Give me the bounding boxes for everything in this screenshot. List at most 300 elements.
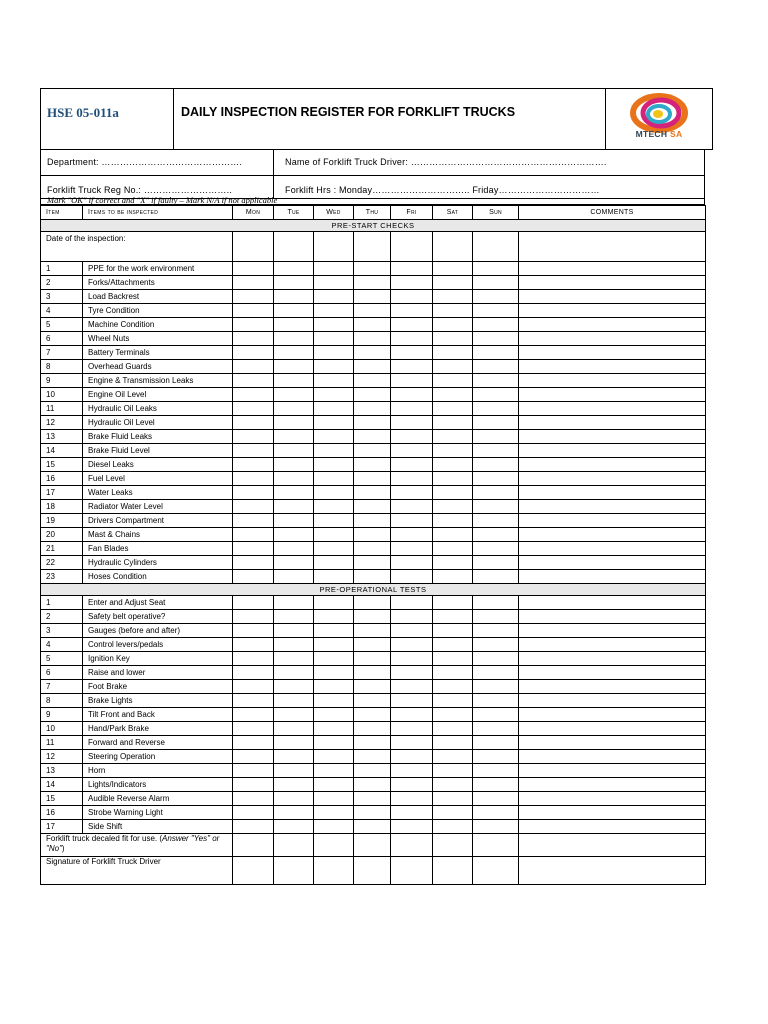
check-cell-sat[interactable] (433, 708, 473, 722)
check-cell-mon[interactable] (233, 666, 274, 680)
check-cell-sun[interactable] (473, 500, 519, 514)
check-cell-thu[interactable] (354, 346, 391, 360)
check-cell-comments[interactable] (519, 820, 706, 834)
check-cell-comments[interactable] (519, 792, 706, 806)
check-cell-mon[interactable] (233, 778, 274, 792)
check-cell-tue[interactable] (274, 416, 314, 430)
date-cell-fri[interactable] (391, 232, 433, 262)
check-cell-mon[interactable] (233, 736, 274, 750)
check-cell-wed[interactable] (314, 750, 354, 764)
check-cell-thu[interactable] (354, 486, 391, 500)
check-cell-sat[interactable] (433, 528, 473, 542)
department-field[interactable]: Department: ………………………………………. (41, 150, 274, 175)
check-cell-wed[interactable] (314, 346, 354, 360)
check-cell-sun[interactable] (473, 750, 519, 764)
check-cell-mon[interactable] (233, 388, 274, 402)
fit-cell-sat[interactable] (433, 834, 473, 857)
check-cell-wed[interactable] (314, 694, 354, 708)
check-cell-comments[interactable] (519, 486, 706, 500)
check-cell-tue[interactable] (274, 402, 314, 416)
check-cell-thu[interactable] (354, 262, 391, 276)
check-cell-thu[interactable] (354, 388, 391, 402)
check-cell-thu[interactable] (354, 500, 391, 514)
check-cell-comments[interactable] (519, 472, 706, 486)
check-cell-comments[interactable] (519, 528, 706, 542)
check-cell-sat[interactable] (433, 556, 473, 570)
check-cell-tue[interactable] (274, 610, 314, 624)
check-cell-comments[interactable] (519, 374, 706, 388)
check-cell-wed[interactable] (314, 444, 354, 458)
check-cell-comments[interactable] (519, 304, 706, 318)
check-cell-mon[interactable] (233, 764, 274, 778)
date-cell-sat[interactable] (433, 232, 473, 262)
check-cell-sat[interactable] (433, 276, 473, 290)
check-cell-tue[interactable] (274, 722, 314, 736)
check-cell-sun[interactable] (473, 666, 519, 680)
check-cell-mon[interactable] (233, 402, 274, 416)
check-cell-sun[interactable] (473, 402, 519, 416)
check-cell-sun[interactable] (473, 708, 519, 722)
check-cell-tue[interactable] (274, 360, 314, 374)
check-cell-thu[interactable] (354, 276, 391, 290)
check-cell-sun[interactable] (473, 430, 519, 444)
check-cell-tue[interactable] (274, 736, 314, 750)
check-cell-fri[interactable] (391, 332, 433, 346)
check-cell-thu[interactable] (354, 318, 391, 332)
check-cell-mon[interactable] (233, 820, 274, 834)
check-cell-wed[interactable] (314, 318, 354, 332)
check-cell-sat[interactable] (433, 458, 473, 472)
check-cell-fri[interactable] (391, 402, 433, 416)
check-cell-comments[interactable] (519, 332, 706, 346)
check-cell-fri[interactable] (391, 792, 433, 806)
check-cell-sat[interactable] (433, 388, 473, 402)
check-cell-tue[interactable] (274, 444, 314, 458)
check-cell-wed[interactable] (314, 500, 354, 514)
check-cell-tue[interactable] (274, 680, 314, 694)
check-cell-mon[interactable] (233, 262, 274, 276)
check-cell-tue[interactable] (274, 556, 314, 570)
check-cell-tue[interactable] (274, 708, 314, 722)
check-cell-tue[interactable] (274, 430, 314, 444)
check-cell-tue[interactable] (274, 652, 314, 666)
check-cell-fri[interactable] (391, 528, 433, 542)
check-cell-wed[interactable] (314, 402, 354, 416)
check-cell-fri[interactable] (391, 276, 433, 290)
check-cell-wed[interactable] (314, 570, 354, 584)
check-cell-wed[interactable] (314, 290, 354, 304)
check-cell-tue[interactable] (274, 764, 314, 778)
check-cell-fri[interactable] (391, 638, 433, 652)
check-cell-mon[interactable] (233, 652, 274, 666)
check-cell-wed[interactable] (314, 486, 354, 500)
check-cell-sat[interactable] (433, 486, 473, 500)
check-cell-mon[interactable] (233, 430, 274, 444)
check-cell-comments[interactable] (519, 596, 706, 610)
check-cell-mon[interactable] (233, 346, 274, 360)
check-cell-thu[interactable] (354, 472, 391, 486)
check-cell-mon[interactable] (233, 792, 274, 806)
check-cell-comments[interactable] (519, 694, 706, 708)
check-cell-tue[interactable] (274, 624, 314, 638)
check-cell-fri[interactable] (391, 694, 433, 708)
date-cell-mon[interactable] (233, 232, 274, 262)
check-cell-tue[interactable] (274, 806, 314, 820)
check-cell-thu[interactable] (354, 570, 391, 584)
signature-cell-mon[interactable] (233, 857, 274, 885)
check-cell-sat[interactable] (433, 806, 473, 820)
check-cell-comments[interactable] (519, 638, 706, 652)
check-cell-mon[interactable] (233, 290, 274, 304)
reg-no-field[interactable]: Forklift Truck Reg No.: ……………………….. (41, 175, 274, 198)
check-cell-mon[interactable] (233, 638, 274, 652)
check-cell-mon[interactable] (233, 472, 274, 486)
check-cell-comments[interactable] (519, 542, 706, 556)
check-cell-wed[interactable] (314, 778, 354, 792)
check-cell-comments[interactable] (519, 556, 706, 570)
check-cell-sun[interactable] (473, 472, 519, 486)
date-cell-thu[interactable] (354, 232, 391, 262)
check-cell-sat[interactable] (433, 542, 473, 556)
check-cell-mon[interactable] (233, 722, 274, 736)
check-cell-fri[interactable] (391, 262, 433, 276)
check-cell-comments[interactable] (519, 262, 706, 276)
check-cell-tue[interactable] (274, 374, 314, 388)
check-cell-thu[interactable] (354, 694, 391, 708)
check-cell-fri[interactable] (391, 514, 433, 528)
check-cell-sun[interactable] (473, 792, 519, 806)
check-cell-tue[interactable] (274, 388, 314, 402)
check-cell-fri[interactable] (391, 556, 433, 570)
check-cell-tue[interactable] (274, 750, 314, 764)
check-cell-fri[interactable] (391, 666, 433, 680)
check-cell-fri[interactable] (391, 542, 433, 556)
check-cell-sat[interactable] (433, 402, 473, 416)
check-cell-wed[interactable] (314, 722, 354, 736)
check-cell-sun[interactable] (473, 458, 519, 472)
check-cell-sat[interactable] (433, 792, 473, 806)
check-cell-wed[interactable] (314, 472, 354, 486)
check-cell-tue[interactable] (274, 638, 314, 652)
check-cell-comments[interactable] (519, 360, 706, 374)
check-cell-fri[interactable] (391, 346, 433, 360)
check-cell-comments[interactable] (519, 416, 706, 430)
date-cell-tue[interactable] (274, 232, 314, 262)
check-cell-comments[interactable] (519, 764, 706, 778)
check-cell-wed[interactable] (314, 332, 354, 346)
check-cell-thu[interactable] (354, 402, 391, 416)
check-cell-thu[interactable] (354, 638, 391, 652)
check-cell-tue[interactable] (274, 458, 314, 472)
check-cell-wed[interactable] (314, 820, 354, 834)
check-cell-mon[interactable] (233, 596, 274, 610)
check-cell-comments[interactable] (519, 624, 706, 638)
check-cell-thu[interactable] (354, 444, 391, 458)
check-cell-sat[interactable] (433, 416, 473, 430)
hours-field[interactable]: Forklift Hrs : Monday………………………….. Friday…………………………… (285, 185, 600, 195)
check-cell-sat[interactable] (433, 570, 473, 584)
check-cell-sun[interactable] (473, 346, 519, 360)
check-cell-sun[interactable] (473, 444, 519, 458)
check-cell-sat[interactable] (433, 736, 473, 750)
check-cell-sat[interactable] (433, 514, 473, 528)
check-cell-fri[interactable] (391, 388, 433, 402)
check-cell-sat[interactable] (433, 638, 473, 652)
check-cell-thu[interactable] (354, 332, 391, 346)
check-cell-fri[interactable] (391, 360, 433, 374)
check-cell-fri[interactable] (391, 708, 433, 722)
check-cell-mon[interactable] (233, 570, 274, 584)
check-cell-wed[interactable] (314, 542, 354, 556)
check-cell-comments[interactable] (519, 652, 706, 666)
check-cell-sun[interactable] (473, 514, 519, 528)
check-cell-comments[interactable] (519, 736, 706, 750)
check-cell-sat[interactable] (433, 290, 473, 304)
check-cell-fri[interactable] (391, 430, 433, 444)
check-cell-sat[interactable] (433, 430, 473, 444)
check-cell-sun[interactable] (473, 806, 519, 820)
check-cell-sun[interactable] (473, 570, 519, 584)
date-cell-sun[interactable] (473, 232, 519, 262)
check-cell-sun[interactable] (473, 722, 519, 736)
check-cell-mon[interactable] (233, 708, 274, 722)
check-cell-thu[interactable] (354, 764, 391, 778)
check-cell-sat[interactable] (433, 472, 473, 486)
check-cell-thu[interactable] (354, 778, 391, 792)
check-cell-sun[interactable] (473, 764, 519, 778)
check-cell-sun[interactable] (473, 596, 519, 610)
check-cell-tue[interactable] (274, 472, 314, 486)
check-cell-sat[interactable] (433, 750, 473, 764)
check-cell-thu[interactable] (354, 304, 391, 318)
check-cell-fri[interactable] (391, 374, 433, 388)
check-cell-fri[interactable] (391, 290, 433, 304)
check-cell-sat[interactable] (433, 304, 473, 318)
check-cell-thu[interactable] (354, 736, 391, 750)
check-cell-tue[interactable] (274, 596, 314, 610)
check-cell-comments[interactable] (519, 290, 706, 304)
check-cell-fri[interactable] (391, 570, 433, 584)
check-cell-tue[interactable] (274, 290, 314, 304)
check-cell-sat[interactable] (433, 694, 473, 708)
check-cell-sat[interactable] (433, 332, 473, 346)
check-cell-fri[interactable] (391, 472, 433, 486)
check-cell-wed[interactable] (314, 610, 354, 624)
check-cell-sat[interactable] (433, 360, 473, 374)
check-cell-thu[interactable] (354, 556, 391, 570)
check-cell-sat[interactable] (433, 262, 473, 276)
check-cell-sun[interactable] (473, 332, 519, 346)
check-cell-mon[interactable] (233, 304, 274, 318)
check-cell-tue[interactable] (274, 570, 314, 584)
check-cell-wed[interactable] (314, 514, 354, 528)
check-cell-fri[interactable] (391, 750, 433, 764)
check-cell-sat[interactable] (433, 778, 473, 792)
check-cell-wed[interactable] (314, 792, 354, 806)
check-cell-sat[interactable] (433, 318, 473, 332)
check-cell-sun[interactable] (473, 694, 519, 708)
check-cell-thu[interactable] (354, 458, 391, 472)
check-cell-mon[interactable] (233, 624, 274, 638)
check-cell-comments[interactable] (519, 610, 706, 624)
check-cell-mon[interactable] (233, 806, 274, 820)
check-cell-fri[interactable] (391, 736, 433, 750)
check-cell-tue[interactable] (274, 514, 314, 528)
check-cell-comments[interactable] (519, 276, 706, 290)
check-cell-fri[interactable] (391, 806, 433, 820)
check-cell-sun[interactable] (473, 374, 519, 388)
check-cell-sat[interactable] (433, 374, 473, 388)
fit-cell-mon[interactable] (233, 834, 274, 857)
check-cell-mon[interactable] (233, 750, 274, 764)
check-cell-thu[interactable] (354, 542, 391, 556)
fit-cell-sun[interactable] (473, 834, 519, 857)
check-cell-thu[interactable] (354, 596, 391, 610)
check-cell-mon[interactable] (233, 416, 274, 430)
check-cell-fri[interactable] (391, 486, 433, 500)
check-cell-mon[interactable] (233, 444, 274, 458)
driver-name-field[interactable]: Name of Forklift Truck Driver: ………………………………………………………. (285, 157, 607, 167)
check-cell-thu[interactable] (354, 624, 391, 638)
check-cell-thu[interactable] (354, 360, 391, 374)
check-cell-wed[interactable] (314, 666, 354, 680)
check-cell-fri[interactable] (391, 500, 433, 514)
check-cell-sat[interactable] (433, 820, 473, 834)
check-cell-sat[interactable] (433, 624, 473, 638)
check-cell-tue[interactable] (274, 820, 314, 834)
check-cell-sun[interactable] (473, 556, 519, 570)
check-cell-thu[interactable] (354, 290, 391, 304)
check-cell-thu[interactable] (354, 374, 391, 388)
check-cell-wed[interactable] (314, 262, 354, 276)
check-cell-fri[interactable] (391, 820, 433, 834)
signature-cell-fri[interactable] (391, 857, 433, 885)
check-cell-tue[interactable] (274, 346, 314, 360)
check-cell-sun[interactable] (473, 638, 519, 652)
signature-cell-wed[interactable] (314, 857, 354, 885)
check-cell-sun[interactable] (473, 262, 519, 276)
check-cell-comments[interactable] (519, 778, 706, 792)
check-cell-wed[interactable] (314, 652, 354, 666)
check-cell-sat[interactable] (433, 610, 473, 624)
check-cell-wed[interactable] (314, 556, 354, 570)
check-cell-tue[interactable] (274, 666, 314, 680)
check-cell-thu[interactable] (354, 750, 391, 764)
check-cell-wed[interactable] (314, 374, 354, 388)
check-cell-thu[interactable] (354, 416, 391, 430)
check-cell-fri[interactable] (391, 304, 433, 318)
check-cell-wed[interactable] (314, 276, 354, 290)
check-cell-wed[interactable] (314, 416, 354, 430)
check-cell-mon[interactable] (233, 694, 274, 708)
check-cell-comments[interactable] (519, 806, 706, 820)
check-cell-mon[interactable] (233, 486, 274, 500)
check-cell-sun[interactable] (473, 290, 519, 304)
check-cell-sat[interactable] (433, 652, 473, 666)
check-cell-mon[interactable] (233, 528, 274, 542)
check-cell-sat[interactable] (433, 596, 473, 610)
signature-cell-comments[interactable] (519, 857, 706, 885)
check-cell-comments[interactable] (519, 680, 706, 694)
check-cell-comments[interactable] (519, 402, 706, 416)
check-cell-wed[interactable] (314, 360, 354, 374)
check-cell-sun[interactable] (473, 528, 519, 542)
date-cell-comments[interactable] (519, 232, 706, 262)
check-cell-sun[interactable] (473, 652, 519, 666)
fit-cell-thu[interactable] (354, 834, 391, 857)
check-cell-sun[interactable] (473, 486, 519, 500)
check-cell-sat[interactable] (433, 346, 473, 360)
check-cell-tue[interactable] (274, 276, 314, 290)
check-cell-wed[interactable] (314, 624, 354, 638)
check-cell-mon[interactable] (233, 360, 274, 374)
check-cell-fri[interactable] (391, 778, 433, 792)
check-cell-thu[interactable] (354, 514, 391, 528)
check-cell-mon[interactable] (233, 680, 274, 694)
check-cell-thu[interactable] (354, 610, 391, 624)
check-cell-sun[interactable] (473, 416, 519, 430)
check-cell-sun[interactable] (473, 388, 519, 402)
fit-cell-comments[interactable] (519, 834, 706, 857)
check-cell-sun[interactable] (473, 680, 519, 694)
check-cell-thu[interactable] (354, 820, 391, 834)
check-cell-sun[interactable] (473, 778, 519, 792)
signature-cell-sat[interactable] (433, 857, 473, 885)
check-cell-fri[interactable] (391, 610, 433, 624)
check-cell-mon[interactable] (233, 276, 274, 290)
check-cell-thu[interactable] (354, 666, 391, 680)
check-cell-sat[interactable] (433, 444, 473, 458)
check-cell-sun[interactable] (473, 318, 519, 332)
check-cell-comments[interactable] (519, 388, 706, 402)
check-cell-comments[interactable] (519, 570, 706, 584)
check-cell-thu[interactable] (354, 806, 391, 820)
check-cell-fri[interactable] (391, 596, 433, 610)
check-cell-mon[interactable] (233, 556, 274, 570)
check-cell-tue[interactable] (274, 542, 314, 556)
check-cell-thu[interactable] (354, 722, 391, 736)
check-cell-wed[interactable] (314, 458, 354, 472)
check-cell-sat[interactable] (433, 680, 473, 694)
check-cell-thu[interactable] (354, 430, 391, 444)
check-cell-comments[interactable] (519, 500, 706, 514)
check-cell-fri[interactable] (391, 444, 433, 458)
check-cell-tue[interactable] (274, 778, 314, 792)
check-cell-tue[interactable] (274, 332, 314, 346)
check-cell-tue[interactable] (274, 528, 314, 542)
fit-cell-wed[interactable] (314, 834, 354, 857)
check-cell-thu[interactable] (354, 528, 391, 542)
check-cell-sun[interactable] (473, 276, 519, 290)
check-cell-comments[interactable] (519, 318, 706, 332)
check-cell-mon[interactable] (233, 374, 274, 388)
check-cell-wed[interactable] (314, 430, 354, 444)
check-cell-comments[interactable] (519, 722, 706, 736)
check-cell-mon[interactable] (233, 500, 274, 514)
check-cell-wed[interactable] (314, 680, 354, 694)
check-cell-comments[interactable] (519, 708, 706, 722)
fit-cell-fri[interactable] (391, 834, 433, 857)
check-cell-thu[interactable] (354, 708, 391, 722)
check-cell-comments[interactable] (519, 444, 706, 458)
fit-cell-tue[interactable] (274, 834, 314, 857)
check-cell-sat[interactable] (433, 500, 473, 514)
check-cell-wed[interactable] (314, 806, 354, 820)
check-cell-mon[interactable] (233, 318, 274, 332)
check-cell-mon[interactable] (233, 332, 274, 346)
check-cell-wed[interactable] (314, 708, 354, 722)
signature-cell-sun[interactable] (473, 857, 519, 885)
